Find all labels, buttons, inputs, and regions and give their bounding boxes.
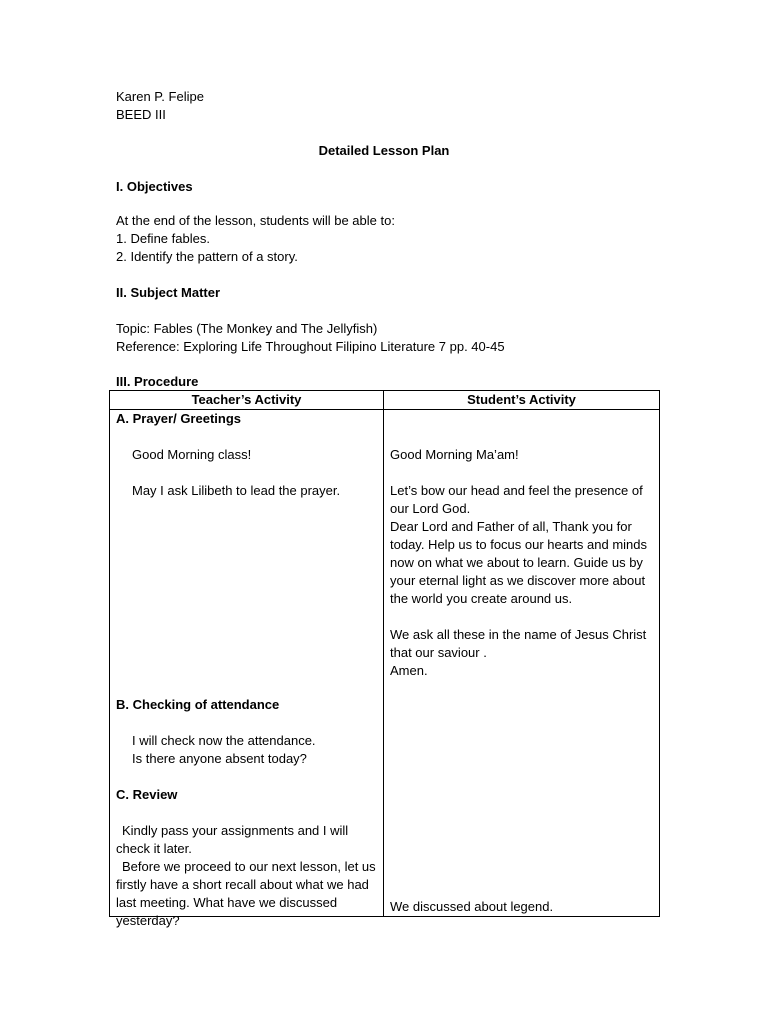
student-prayer-intro: Let’s bow our head and feel the presence of our Lord God. — [390, 483, 643, 516]
teacher-attendance-2: Is there anyone absent today? — [132, 751, 307, 766]
table-header-row — [110, 391, 660, 410]
topic-line: Topic: Fables (The Monkey and The Jellyfish) — [116, 321, 378, 336]
student-activity-header: Student’s Activity — [384, 391, 660, 410]
student-greeting: Good Morning Ma’am! — [390, 447, 519, 462]
document-title: Detailed Lesson Plan — [318, 143, 450, 158]
review-heading: C. Review — [116, 787, 178, 802]
teacher-activity-cell — [110, 410, 384, 928]
table-row — [110, 410, 660, 917]
subject-matter-heading: II. Subject Matter — [116, 285, 221, 300]
teacher-prayer-request: May I ask Lilibeth to lead the prayer. — [132, 483, 341, 498]
objective-item-1: 1. Define fables. — [116, 231, 210, 246]
objective-item-2: 2. Identify the pattern of a story. — [116, 249, 298, 264]
procedure-heading: III. Procedure — [116, 374, 199, 389]
objectives-heading: I. Objectives — [116, 179, 193, 194]
teacher-activity-header: Teacher’s Activity — [110, 391, 384, 410]
student-review-answer: We discussed about legend. — [390, 899, 554, 914]
student-activity-cell — [384, 410, 660, 917]
student-amen: Amen. — [390, 663, 428, 678]
objectives-intro: At the end of the lesson, students will be able to: — [116, 213, 395, 228]
teacher-review-1: Kindly pass your assignments and I will check it later. — [116, 823, 349, 856]
student-prayer-closing: We ask all these in the name of Jesus Christ that our saviour . — [390, 627, 647, 660]
author-name: Karen P. Felipe — [116, 89, 204, 104]
teacher-greeting: Good Morning class! — [132, 447, 252, 462]
student-prayer-body: Dear Lord and Father of all, Thank you for today. Help us to focus our hearts and minds now on what we about to learn. Guide us by your eternal light as we discover more about the world you create around us. — [390, 519, 648, 606]
reference-line: Reference: Exploring Life Throughout Filipino Literature 7 pp. 40-45 — [116, 339, 505, 354]
attendance-heading: B. Checking of attendance — [116, 697, 280, 712]
prayer-greetings-heading: A. Prayer/ Greetings — [116, 411, 241, 426]
procedure-table — [109, 390, 660, 928]
teacher-review-2: Before we proceed to our next lesson, let us firstly have a short recall about what we had last meeting. What have we discussed yesterday? — [116, 859, 376, 928]
course-label: BEED III — [116, 107, 166, 122]
teacher-attendance-1: I will check now the attendance. — [132, 733, 316, 748]
